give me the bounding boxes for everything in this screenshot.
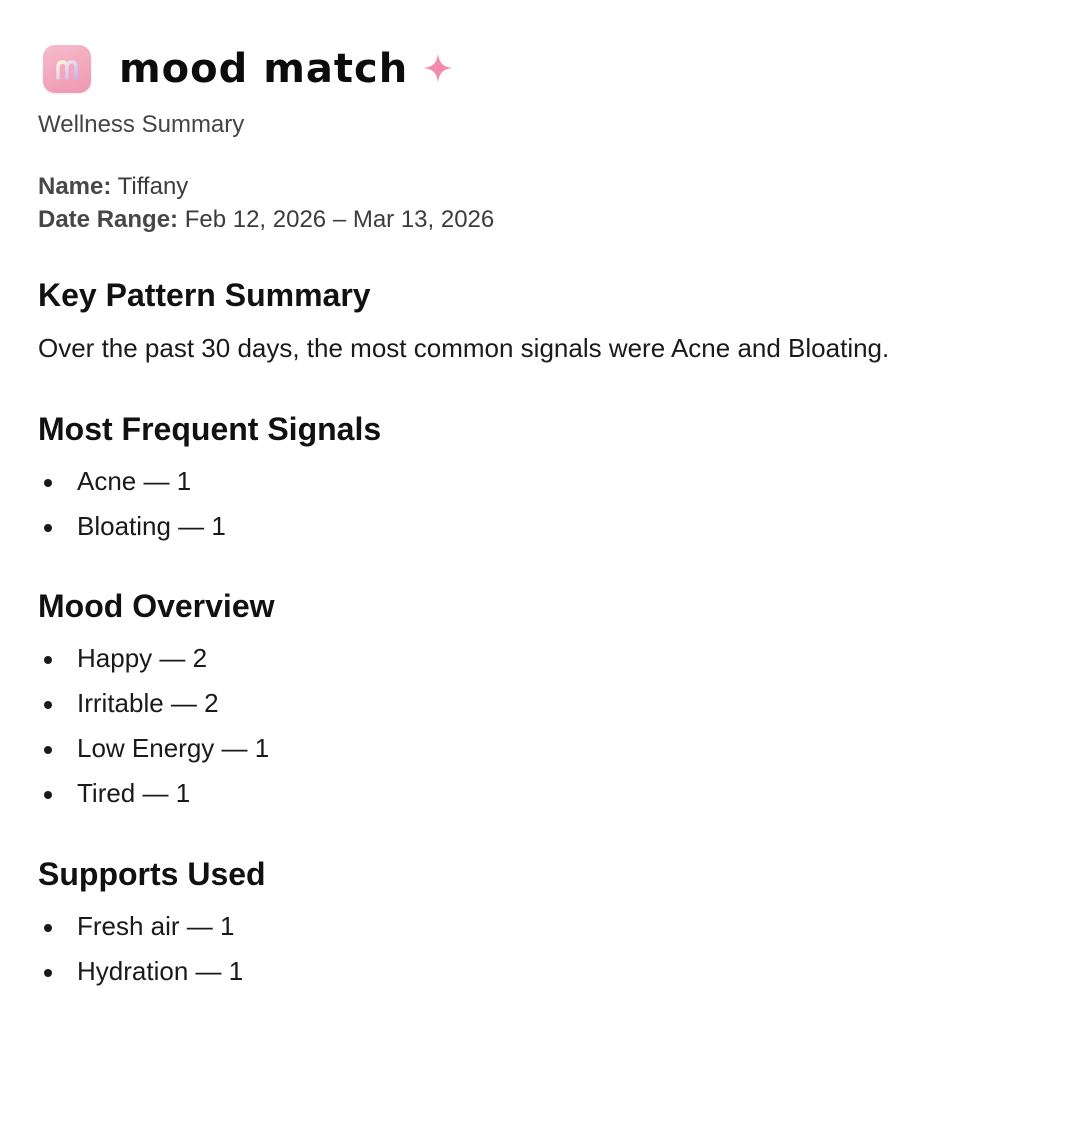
sparkle-icon	[422, 52, 454, 89]
list-item: Low Energy — 1	[38, 726, 269, 771]
list-item: Acne — 1	[38, 459, 226, 504]
mood-heading: Mood Overview	[38, 588, 275, 624]
name-label: Name:	[38, 173, 112, 200]
brand-header	[43, 44, 454, 94]
date-range-row	[38, 203, 494, 236]
key-pattern-heading: Key Pattern Summary	[38, 277, 371, 313]
name-row	[38, 170, 494, 203]
app-name: mood match	[119, 46, 409, 92]
name-value: Tiffany	[117, 173, 189, 200]
list-item: Happy — 2	[38, 636, 269, 681]
date-range-value: Feb 12, 2026 – Mar 13, 2026	[184, 206, 495, 233]
list-item: Tired — 1	[38, 771, 269, 816]
key-pattern-text: Over the past 30 days, the most common signals were Acne and Bloating.	[38, 333, 890, 363]
signals-list	[38, 459, 226, 549]
document-subtitle: Wellness Summary	[38, 111, 245, 138]
mood-list	[38, 636, 269, 816]
signals-heading: Most Frequent Signals	[38, 411, 382, 447]
date-range-label: Date Range:	[38, 206, 179, 233]
report-meta	[38, 170, 494, 236]
list-item: Irritable — 2	[38, 681, 269, 726]
app-logo-icon	[43, 45, 91, 93]
list-item: Fresh air — 1	[38, 904, 243, 949]
list-item: Hydration — 1	[38, 949, 243, 994]
list-item: Bloating — 1	[38, 504, 226, 549]
supports-list	[38, 904, 243, 994]
supports-heading: Supports Used	[38, 856, 266, 892]
